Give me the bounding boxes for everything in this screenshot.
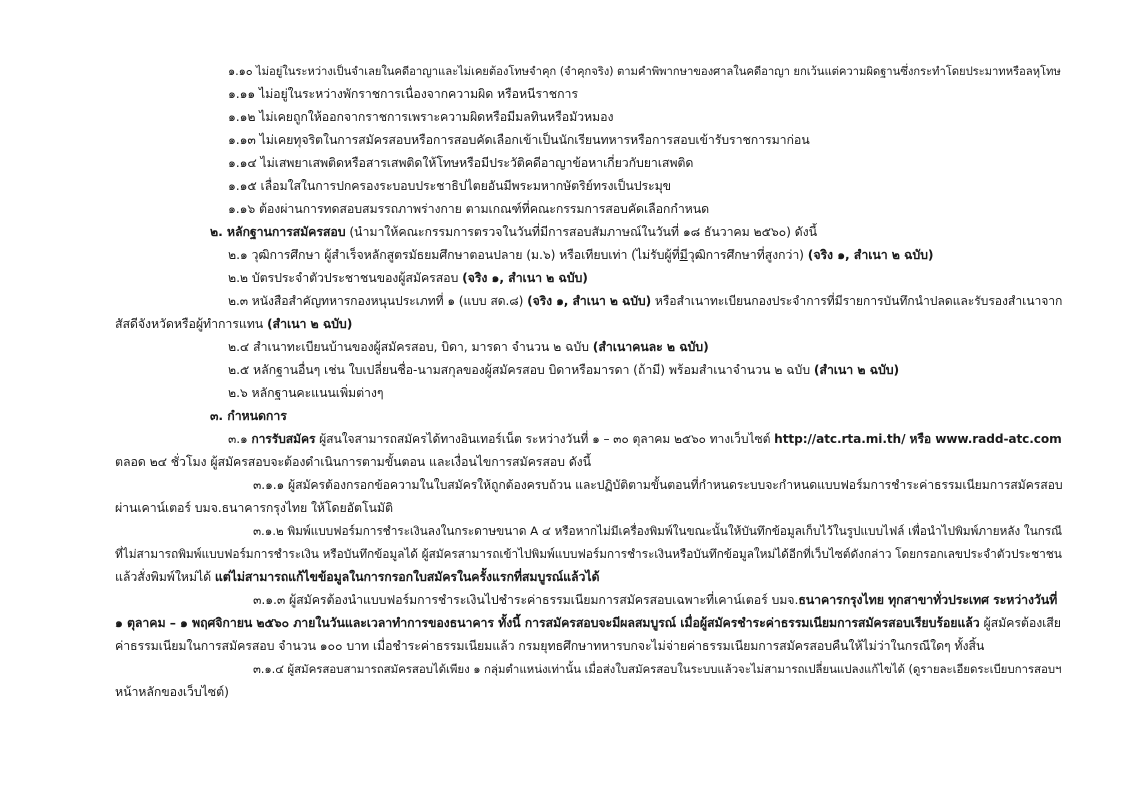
- item-1-10: ๑.๑๐ ไม่อยู่ในระหว่างเป็นจำเลยในคดีอาญาและไม่เคยต้องโทษจำคุก (จำคุกจริง) ตามคำพิพากษาของศาลในคดีอาญา ยกเว้นแต่ความผิดฐานซึ่งกระทำโดยประมาทหรือลหุโทษ: [228, 64, 1061, 78]
- item-1-14: ๑.๑๔ ไม่เสพยาเสพติดหรือสารเสพติดให้โทษหรือมีประวัติคดีอาญาข้อหาเกี่ยวกับยาเสพติด: [228, 155, 694, 170]
- item-2-2: [228, 270, 588, 286]
- item-2-2-copies: (จริง ๑, สำเนา ๒ ฉบับ): [462, 270, 588, 285]
- item-2-2-text: ๒.๒ บัตรประจำตัวประชาชนของผู้สมัครสอบ: [228, 270, 463, 285]
- item-2-1-copies: (จริง ๑, สำเนา ๒ ฉบับ): [807, 247, 934, 262]
- item-3-1-3-cont-2: ค่าธรรมเนียมในการสมัครสอบ จำนวน ๑๐๐ บาท เมื่อชำระค่าธรรมเนียมแล้ว กรมยุทธศึกษาทหารบกจะไม่จ่ายค่าธรรมเนียมการสมัครสอบคืนให้ไม่ว่าในกรณีใดๆ ทั้งสิ้น: [115, 638, 985, 653]
- item-2-4-text: ๒.๔ สำเนาทะเบียนบ้านของผู้สมัครสอบ, บิดา, มารดา จำนวน ๒ ฉบับ: [228, 339, 593, 354]
- item-3-1-3-period: ๑ ตุลาคม – ๑ พฤศจิกายน ๒๕๖๐ ภายในวันและเวลาทำการของธนาคาร ทั้งนี้ การสมัครสอบจะมีผลสมบูรณ์ เมื่อผู้สมัครชำระค่าธรรมเนียมการสมัครสอบเรียบร้อยแล้ว: [115, 615, 980, 630]
- item-2-1: [228, 247, 934, 263]
- item-1-16: ๑.๑๖ ต้องผ่านการทดสอบสมรรถภาพร่างกาย ตามเกณฑ์ที่คณะกรรมการสอบคัดเลือกกำหนด: [228, 201, 710, 216]
- item-3-1-2-text: แล้วสั่งพิมพ์ใหม่ได้: [115, 569, 215, 584]
- section-2-heading-note: (นำมาให้คณะกรรมการตรวจในวันที่มีการสอบสัมภาษณ์ในวันที่ ๑๘ ธันวาคม ๒๕๖๐) ดังนี้: [345, 224, 817, 239]
- item-2-3: [228, 293, 1062, 309]
- section-3-heading: ๓. กำหนดการ: [210, 408, 287, 423]
- item-2-5: [228, 362, 899, 378]
- item-3-1-text: ผู้สนใจสามารถสมัครได้ทางอินเทอร์เน็ต ระหว่างวันที่ ๑ – ๓๐ ตุลาคม ๒๕๖๐ ทางเว็บไซต์: [315, 432, 775, 446]
- item-2-3-text: ๒.๓ หนังสือสำคัญทหารกองหนุนประเภทที่ ๑ (แบบ สด.๘): [228, 294, 528, 308]
- item-1-11: ๑.๑๑ ไม่อยู่ในระหว่างพักราชการเนื่องจากความผิด หรือหนีราชการ: [228, 86, 578, 101]
- item-2-6: ๒.๖ หลักฐานคะแนนเพิ่มต่างๆ: [228, 385, 384, 400]
- item-3-1: [228, 431, 1062, 447]
- item-3-1-4: ๓.๑.๔ ผู้สมัครสอบสามารถสมัครสอบได้เพียง ๑ กลุ่มตำแหน่งเท่านั้น เมื่อส่งใบสมัครสอบในระบบแล้วจะไม่สามารถเปลี่ยนแปลงแก้ไขได้ (ดูรายละเอียดระเบียบการสอบฯ: [253, 662, 1062, 676]
- item-2-5-text: ๒.๕ หลักฐานอื่นๆ เช่น ใบเปลี่ยนชื่อ-นามสกุลของผู้สมัครสอบ บิดาหรือมารดา (ถ้ามี) พร้อมสำเนาจำนวน ๒ ฉบับ: [228, 362, 814, 377]
- item-2-3-copies: (จริง ๑, สำเนา ๒ ฉบับ): [527, 294, 652, 308]
- item-3-1-2: ๓.๑.๒ พิมพ์แบบฟอร์มการชำระเงินลงในกระดาษขนาด A ๔ หรือหากไม่มีเครื่องพิมพ์ในขณะนั้นให้บันทึกข้อมูลเก็บไว้ในรูปแบบไฟล์ เพื่อนำไปพิมพ์ภายหลัง ในกรณี: [253, 524, 1062, 538]
- section-2-heading: ๒. หลักฐานการสมัครสอบ: [210, 224, 346, 239]
- item-3-1-3-cont: [115, 615, 1061, 631]
- item-3-1-number: ๓.๑: [228, 432, 252, 446]
- item-3-1-1-cont: ผ่านเคาน์เตอร์ บมจ.ธนาคารกรุงไทย ให้โดยอัตโนมัติ: [115, 500, 393, 515]
- section-2-heading-line: [210, 224, 817, 240]
- item-3-1-title: การรับสมัคร: [251, 432, 316, 446]
- item-1-15: ๑.๑๕ เลื่อมใสในการปกครองระบอบประชาธิปไตยอันมีพระมหากษัตริย์ทรงเป็นประมุข: [228, 178, 672, 193]
- item-2-3-text-2: หรือสำเนาทะเบียนกองประจำการที่มีรายการบันทึกนำปลดและรับรองสำเนาจาก: [651, 294, 1063, 308]
- item-3-1-2-cont-2: [115, 569, 599, 585]
- item-3-1-2-warning: แต่ไม่สามารถแก้ไขข้อมูลในการกรอกใบสมัครในครั้งแรกที่สมบูรณ์แล้วได้: [214, 569, 600, 584]
- item-1-12: ๑.๑๒ ไม่เคยถูกให้ออกจากราชการเพราะความผิดหรือมีมลทินหรือมัวหมอง: [228, 109, 614, 124]
- item-2-5-copies: (สำเนา ๒ ฉบับ): [813, 362, 900, 377]
- item-1-13: ๑.๑๓ ไม่เคยทุจริตในการสมัครสอบหรือการสอบคัดเลือกเข้าเป็นนักเรียนทหารหรือการสอบเข้ารับราชการมาก่อน: [228, 132, 810, 147]
- item-2-1-text: ๒.๑ วุฒิการศึกษา ผู้สำเร็จหลักสูตรมัธยมศึกษาตอนปลาย (ม.๖) หรือเทียบเท่า (ไม่รับผู้ที่: [228, 247, 680, 262]
- item-3-1-3-text-2: ผู้สมัครต้องเสีย: [979, 615, 1061, 630]
- item-3-1-website-link[interactable]: http://atc.rta.mi.th/ หรือ www.radd-atc.com: [774, 432, 1062, 446]
- item-2-3-cont-text: สัสดีจังหวัดหรือผู้ทำการแทน: [115, 316, 267, 331]
- item-3-1-cont: ตลอด ๒๔ ชั่วโมง ผู้สมัครสอบจะต้องดำเนินการตามขั้นตอน และเงื่อนไขการสมัครสอบ ดังนี้: [115, 454, 591, 469]
- item-3-1-3-text: ๓.๑.๓ ผู้สมัครต้องนำแบบฟอร์มการชำระเงินไปชำระค่าธรรมเนียมการสมัครสอบเฉพาะที่เคาน์เตอร์ บมจ.: [253, 592, 799, 607]
- item-3-1-3-bank: ธนาคารกรุงไทย ทุกสาขาทั่วประเทศ ระหว่างวันที่: [798, 592, 1058, 607]
- item-2-3-cont-copies: (สำเนา ๒ ฉบับ): [266, 316, 353, 331]
- item-2-1-text-2: วุฒิการศึกษาที่สูงกว่า): [687, 247, 808, 262]
- item-2-3-cont: [115, 316, 352, 332]
- item-2-1-underlined: มี: [679, 247, 688, 262]
- item-3-1-1: ๓.๑.๑ ผู้สมัครต้องกรอกข้อความในใบสมัครให้ถูกต้องครบถ้วน และปฏิบัติตามขั้นตอนที่กำหนดระบบจะกำหนดแบบฟอร์มการชำระค่าธรรมเนียมการสมัครสอบ: [253, 478, 1063, 492]
- item-3-1-4-cont: หน้าหลักของเว็บไซต์): [115, 684, 229, 699]
- item-2-4-copies: (สำเนาคนละ ๒ ฉบับ): [592, 339, 709, 354]
- item-2-4: [228, 339, 709, 355]
- item-3-1-2-cont: ที่ไม่สามารถพิมพ์แบบฟอร์มการชำระเงิน หรือบันทึกข้อมูลได้ ผู้สมัครสามารถเข้าไปพิมพ์แบบฟอร์มการชำระเงินหรือบันทึกข้อมูลใหม่ได้อีกที่เว็บไซต์ดังกล่าว โดยกรอกเลขประจำตัวประชาชน: [115, 547, 1062, 561]
- item-3-1-3: [253, 592, 1057, 608]
